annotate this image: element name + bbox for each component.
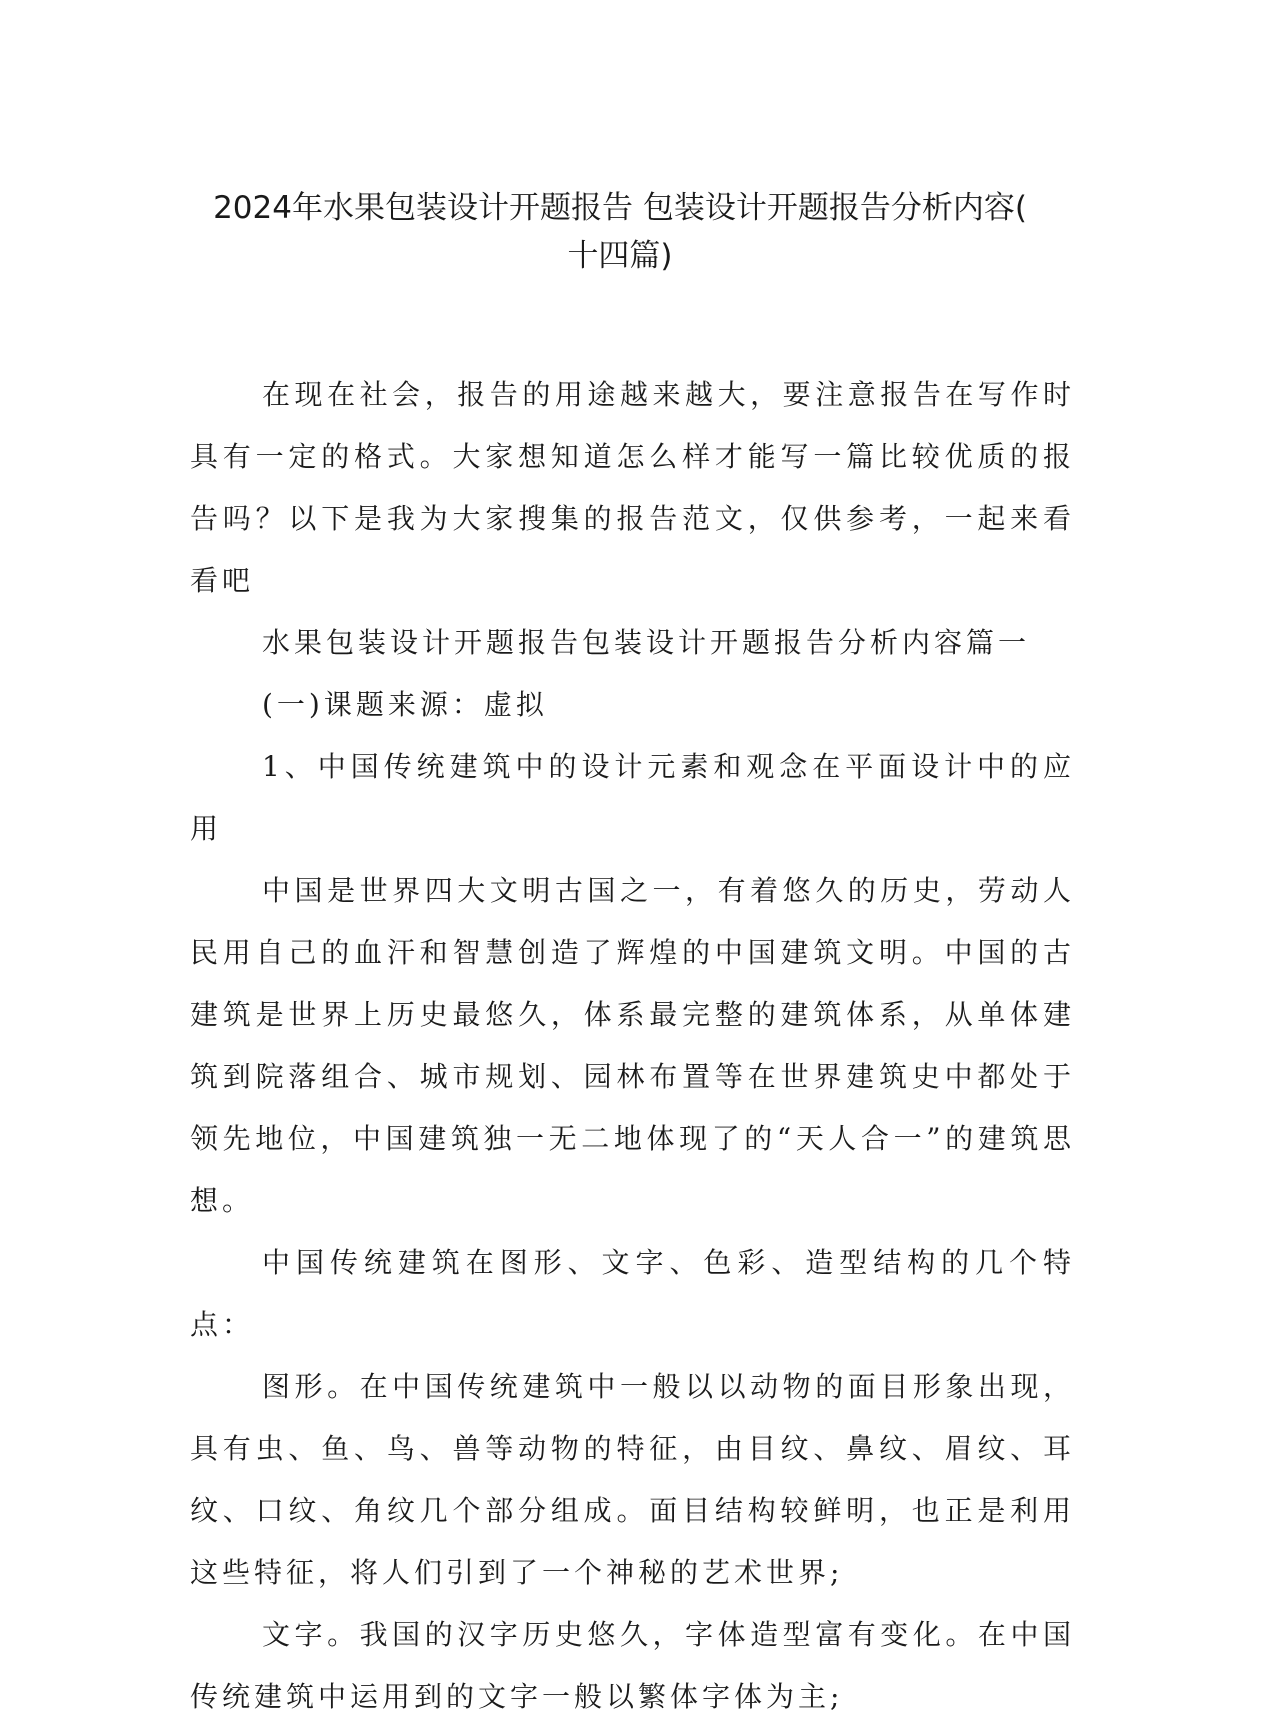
paragraph-features: 中国传统建筑在图形、文字、色彩、造型结构的几个特点： — [190, 1246, 1075, 1341]
document-title — [175, 184, 1065, 280]
topic-heading: 1、中国传统建筑中的设计元素和观念在平面设计中的应用 — [190, 750, 1075, 845]
title-line-2: 十四篇) — [567, 238, 673, 274]
paragraph-china-architecture: 中国是世界四大文明古国之一，有着悠久的历史，劳动人民用自己的血汗和智慧创造了辉煌的中国建筑文明。中国的古建筑是世界上历史最悠久，体系最完整的建筑体系，从单体建筑到院落组合、城市规划、园林布置等在世界建筑史中都处于领先地位，中国建筑独一无二地体现了的“天人合一”的建筑思想。 — [190, 874, 1075, 1217]
section-heading: 水果包装设计开题报告包装设计开题报告分析内容篇一 — [262, 626, 1031, 659]
paragraph-graphics: 图形。在中国传统建筑中一般以以动物的面目形象出现，具有虫、鱼、鸟、兽等动物的特征，由目纹、鼻纹、眉纹、耳纹、口纹、角纹几个部分组成。面目结构较鲜明，也正是利用这些特征，将人们引到了一个神秘的艺术世界; — [190, 1370, 1075, 1589]
subject-source: (一)课题来源：虚拟 — [262, 688, 548, 721]
title-line-1: 2024年水果包装设计开题报告 包装设计开题报告分析内容( — [213, 190, 1027, 226]
intro-paragraph: 在现在社会，报告的用途越来越大，要注意报告在写作时具有一定的格式。大家想知道怎么样才能写一篇比较优质的报告吗？以下是我为大家搜集的报告范文，仅供参考，一起来看看吧 — [190, 378, 1075, 597]
paragraph-text: 文字。我国的汉字历史悠久，字体造型富有变化。在中国传统建筑中运用到的文字一般以繁体字体为主; — [190, 1618, 1075, 1713]
document-body — [190, 364, 1075, 1728]
